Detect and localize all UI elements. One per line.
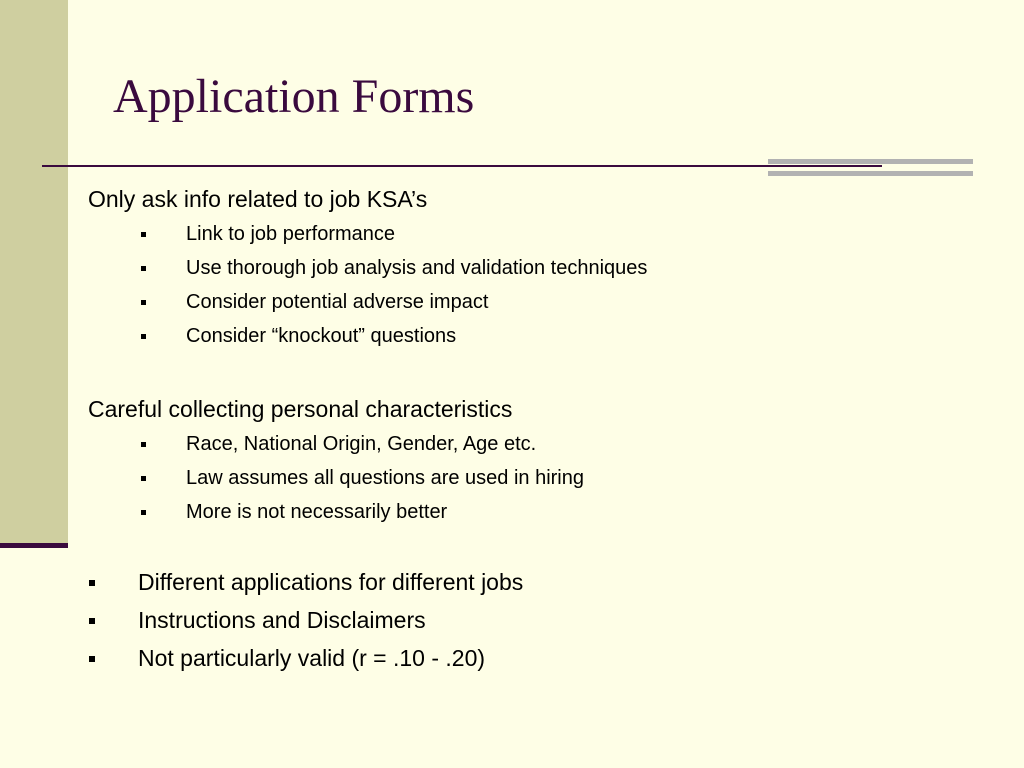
square-bullet-icon xyxy=(141,334,146,339)
square-bullet-icon xyxy=(141,476,146,481)
list-item-text: Link to job performance xyxy=(186,223,396,245)
main-list-item-text: Different applications for different jobs xyxy=(138,569,524,595)
main-list-item xyxy=(138,569,523,596)
slide-title: Application Forms xyxy=(113,70,475,123)
square-bullet-icon xyxy=(89,618,95,624)
main-list-item xyxy=(138,607,426,634)
list-item-text: More is not necessarily better xyxy=(186,501,448,523)
list-item xyxy=(186,467,584,490)
list-item xyxy=(186,291,488,314)
list-item xyxy=(186,501,447,524)
section-heading-personal: Careful collecting personal characteristics xyxy=(88,396,513,422)
section-heading-ksa: Only ask info related to job KSA’s xyxy=(88,186,428,212)
list-item xyxy=(186,325,456,348)
square-bullet-icon xyxy=(141,442,146,447)
list-item-text: Law assumes all questions are used in hiring xyxy=(186,467,584,489)
list-item-text: Consider “knockout” questions xyxy=(186,325,457,347)
list-item xyxy=(186,433,536,456)
square-bullet-icon xyxy=(141,300,146,305)
square-bullet-icon xyxy=(141,510,146,515)
list-item-text: Race, National Origin, Gender, Age etc. xyxy=(186,433,537,455)
main-list-item-text: Instructions and Disclaimers xyxy=(138,607,426,633)
square-bullet-icon xyxy=(141,266,146,271)
main-list-item xyxy=(138,645,485,672)
accent-bar-bottom xyxy=(768,171,973,176)
left-bar-underline xyxy=(0,543,68,548)
square-bullet-icon xyxy=(89,580,95,586)
accent-bar-top xyxy=(768,159,973,164)
list-item-text: Consider potential adverse impact xyxy=(186,291,489,313)
main-list-item-text: Not particularly valid (r = .10 - .20) xyxy=(138,645,486,671)
square-bullet-icon xyxy=(89,656,95,662)
left-decorative-bar xyxy=(0,0,68,543)
list-item-text: Use thorough job analysis and validation techniques xyxy=(186,257,648,279)
square-bullet-icon xyxy=(141,232,146,237)
list-item xyxy=(186,257,647,280)
title-divider xyxy=(42,165,882,167)
list-item xyxy=(186,223,395,246)
